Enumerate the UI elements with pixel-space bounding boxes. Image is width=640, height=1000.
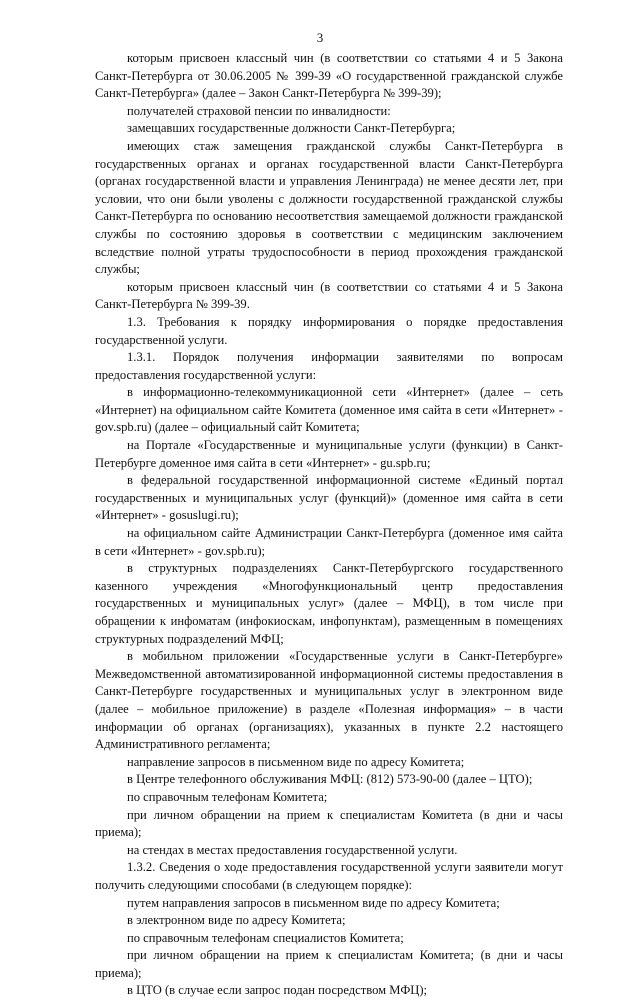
page-number: 3 [316, 30, 324, 45]
list-item: на стендах в местах предоставления государственной услуги. [127, 842, 458, 857]
paragraph: имеющих стаж замещения гражданской службы Санкт-Петербурга в государственных органах и органах государственной власти Санкт-Петербурга (органах государственной власти и управления Ленинграда) не менее десяти лет, при условии, что они были уволены с должности государственной гражданской службы Санкт-Петербурга по основанию несоответствия замещаемой должности гражданской службы по состоянию здоровья в соответствии с медицинским заключением вследствие полной утраты трудоспособности в период прохождения гражданской службы; [95, 138, 563, 277]
paragraph: на Портале «Государственные и муниципальные услуги (функции) в Санкт-Петербурге доменное имя сайта в сети «Интернет» - gu.spb.ru; [95, 438, 563, 470]
list-item: по справочным телефонам Комитета; [127, 789, 328, 804]
list-item: в электронном виде по адресу Комитета; [127, 913, 346, 928]
subsection-heading: 1.3.1. Порядок получения информации заявителями по вопросам предоставления государственной услуги: [95, 350, 563, 382]
list-item: по справочным телефонам специалистов Комитета; [127, 930, 404, 945]
paragraph: в структурных подразделениях Санкт-Петербургского государственного казенного учреждения «Многофункциональный центр предоставления государственных и муниципальных услуг» (далее – МФЦ), в том числе при обращении к инфоматам (инфокиоскам, инфопунктам), размещенным в помещениях структурных подразделений МФЦ; [95, 561, 563, 646]
paragraph: на официальном сайте Администрации Санкт-Петербурга (доменное имя сайта в сети «Интернет» - gov.spb.ru); [95, 526, 563, 558]
paragraph: в информационно-телекоммуникационной сети «Интернет» (далее – сеть «Интернет) на официальном сайте Комитета (доменное имя сайта в сети «Интернет» - gov.spb.ru) (далее – официальный сайт Комитета; [95, 385, 563, 435]
paragraph: в федеральной государственной информационной системе «Единый портал государственных и муниципальных услуг (функций)» (доменное имя сайта в сети «Интернет» - gosuslugi.ru); [95, 473, 563, 523]
paragraph: в мобильном приложении «Государственные услуги в Санкт-Петербурге» Межведомственной автоматизированной информационной системы предоставления в Санкт-Петербурге государственных и муниципальных услуг в электронном виде (далее – мобильное приложение) в разделе «Полезная информация» – в части информации об органах (организациях), указанных в пункте 2.2 настоящего Административного регламента; [95, 649, 563, 752]
paragraph: которым присвоен классный чин (в соответствии со статьями 4 и 5 Закона Санкт-Петербурга от 30.06.2005 № 399-39 «О государственной гражданской службе Санкт-Петербурга» (далее – Закон Санкт-Петербурга № 399-39); [95, 51, 563, 101]
document-body [95, 50, 563, 1000]
list-item: при личном обращении на прием к специалистам Комитета (в дни и часы приема); [95, 807, 563, 840]
paragraph: которым присвоен классный чин (в соответствии со статьями 4 и 5 Закона Санкт-Петербурга № 399-39. [95, 279, 563, 312]
list-item: в Центре телефонного обслуживания МФЦ: (812) 573-90-00 (далее – ЦТО); [127, 772, 533, 787]
paragraph: получателей страховой пенсии по инвалидности: [127, 103, 391, 118]
list-item: в ЦТО (в случае если запрос подан посредством МФЦ); [127, 983, 428, 998]
paragraph: замещавших государственные должности Санкт-Петербурга; [127, 121, 456, 136]
list-item: при личном обращении на прием к специалистам Комитета; (в дни и часы приема); [95, 948, 563, 980]
section-heading: 1.3. Требования к порядку информирования о порядке предоставления государственной услуги. [95, 314, 563, 347]
subsection-heading: 1.3.2. Сведения о ходе предоставления государственной услуги заявители могут получить следующими способами (в следующем порядке): [95, 860, 563, 892]
list-item: путем направления запросов в письменном виде по адресу Комитета; [127, 895, 500, 910]
list-item: направление запросов в письменном виде по адресу Комитета; [127, 754, 465, 769]
